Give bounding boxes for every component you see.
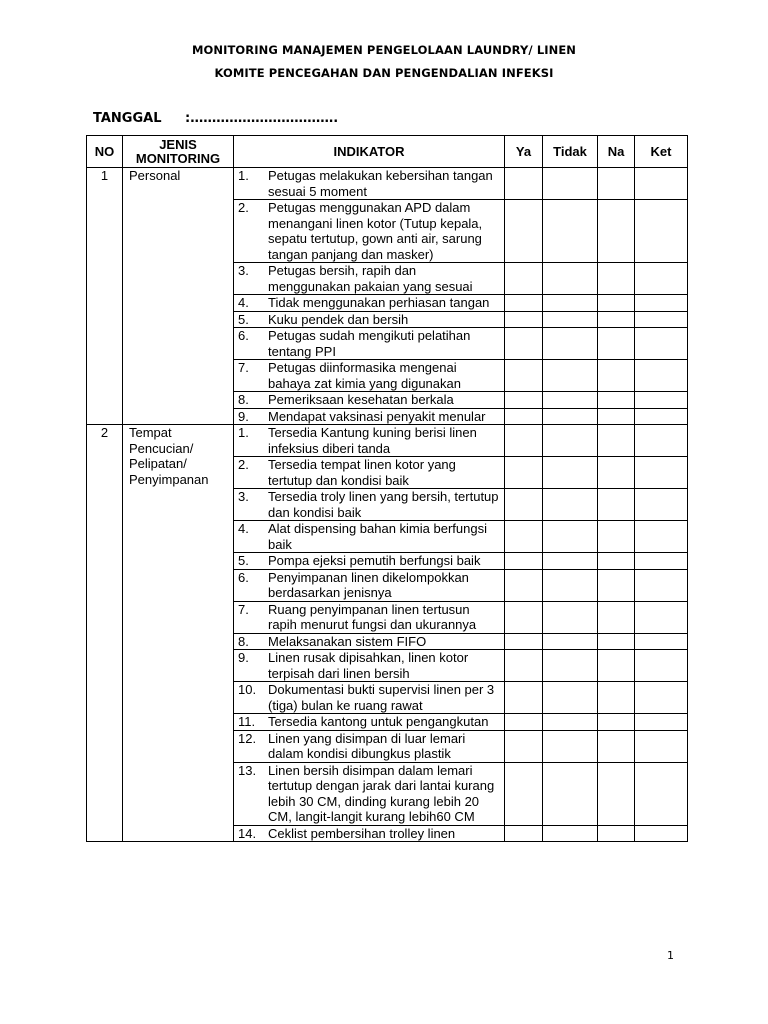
na-cell[interactable] xyxy=(598,168,635,200)
ket-cell[interactable] xyxy=(635,650,688,682)
tidak-cell[interactable] xyxy=(543,650,598,682)
indicator-cell xyxy=(234,168,505,200)
indicator-text: Tersedia kantong untuk pengangkutan xyxy=(268,714,489,729)
ket-cell[interactable] xyxy=(635,762,688,825)
ya-cell[interactable] xyxy=(505,521,543,553)
na-cell[interactable] xyxy=(598,457,635,489)
indicator-number: 1. xyxy=(238,168,249,183)
ket-cell[interactable] xyxy=(635,168,688,200)
indicator-number: 6. xyxy=(238,328,249,343)
indicator-cell xyxy=(234,392,505,409)
header-ket: Ket xyxy=(635,136,688,168)
ket-cell[interactable] xyxy=(635,408,688,425)
na-cell[interactable] xyxy=(598,825,635,842)
table-body xyxy=(87,168,688,842)
indicator-number: 8. xyxy=(238,392,249,407)
ket-cell[interactable] xyxy=(635,457,688,489)
na-cell[interactable] xyxy=(598,762,635,825)
indicator-text: Ruang penyimpanan linen tertusun rapih menurut fungsi dan ukurannya xyxy=(268,601,477,632)
tidak-cell[interactable] xyxy=(543,730,598,762)
na-cell[interactable] xyxy=(598,489,635,521)
indicator-cell xyxy=(234,408,505,425)
ya-cell[interactable] xyxy=(505,682,543,714)
indicator-text: Tidak menggunakan perhiasan tangan xyxy=(268,295,490,310)
ket-cell[interactable] xyxy=(635,328,688,360)
indicator-number: 5. xyxy=(238,553,249,568)
ket-cell[interactable] xyxy=(635,569,688,601)
tidak-cell[interactable] xyxy=(543,682,598,714)
indicator-text: Alat dispensing bahan kimia berfungsi baik xyxy=(268,521,487,552)
indicator-text: Petugas bersih, rapih dan menggunakan pakaian yang sesuai xyxy=(268,263,473,294)
tidak-cell[interactable] xyxy=(543,825,598,842)
indicator-cell xyxy=(234,200,505,263)
indicator-number: 6. xyxy=(238,569,249,585)
tidak-cell[interactable] xyxy=(543,311,598,328)
indicator-cell xyxy=(234,489,505,521)
tidak-cell[interactable] xyxy=(543,521,598,553)
tidak-cell[interactable] xyxy=(543,762,598,825)
ket-cell[interactable] xyxy=(635,360,688,392)
ya-cell[interactable] xyxy=(505,730,543,762)
na-cell[interactable] xyxy=(598,730,635,762)
indicator-text: Kuku pendek dan bersih xyxy=(268,311,409,327)
na-cell[interactable] xyxy=(598,425,635,457)
indicator-number: 4. xyxy=(238,521,249,536)
ket-cell[interactable] xyxy=(635,714,688,731)
section-jenis-monitoring: Personal xyxy=(123,168,234,425)
tidak-cell[interactable] xyxy=(543,328,598,360)
indicator-text: Linen yang disimpan di luar lemari dalam kondisi dibungkus plastik xyxy=(268,730,466,761)
table-row xyxy=(87,168,688,200)
tidak-cell[interactable] xyxy=(543,714,598,731)
indicator-number: 5. xyxy=(238,311,249,327)
indicator-cell xyxy=(234,263,505,295)
header-indikator: INDIKATOR xyxy=(234,136,505,168)
ket-cell[interactable] xyxy=(635,425,688,457)
na-cell[interactable] xyxy=(598,360,635,392)
ya-cell[interactable] xyxy=(505,168,543,200)
na-cell[interactable] xyxy=(598,521,635,553)
indicator-cell xyxy=(234,762,505,825)
indicator-cell xyxy=(234,569,505,601)
indicator-number: 1. xyxy=(238,425,249,440)
header-na: Na xyxy=(598,136,635,168)
indicator-number: 3. xyxy=(238,263,249,278)
indicator-number: 14. xyxy=(238,825,257,841)
tidak-cell[interactable] xyxy=(543,168,598,200)
indicator-number: 7. xyxy=(238,601,249,617)
section-number: 1 xyxy=(87,168,123,425)
table-row xyxy=(87,425,688,457)
ya-cell[interactable] xyxy=(505,714,543,731)
indicator-cell xyxy=(234,457,505,489)
date-field xyxy=(93,111,338,126)
tidak-cell[interactable] xyxy=(543,553,598,570)
tidak-cell[interactable] xyxy=(543,457,598,489)
tidak-cell[interactable] xyxy=(543,392,598,409)
ket-cell[interactable] xyxy=(635,553,688,570)
ket-cell[interactable] xyxy=(635,295,688,312)
indicator-cell xyxy=(234,311,505,328)
na-cell[interactable] xyxy=(598,408,635,425)
ya-cell[interactable] xyxy=(505,408,543,425)
indicator-cell xyxy=(234,633,505,650)
indicator-number: 3. xyxy=(238,489,249,504)
indicator-cell xyxy=(234,328,505,360)
ya-cell[interactable] xyxy=(505,457,543,489)
indicator-text: Petugas menggunakan APD dalam menangani linen kotor (Tutup kepala, sepatu tertutup, gown anti air, sarung tangan panjang dan masker) xyxy=(268,200,483,262)
indicator-text: Petugas sudah mengikuti pelatihan tentang PPI xyxy=(268,328,471,359)
ket-cell[interactable] xyxy=(635,633,688,650)
tidak-cell[interactable] xyxy=(543,408,598,425)
ket-cell[interactable] xyxy=(635,489,688,521)
ket-cell[interactable] xyxy=(635,601,688,633)
ket-cell[interactable] xyxy=(635,825,688,842)
section-number: 2 xyxy=(87,425,123,842)
na-cell[interactable] xyxy=(598,200,635,263)
ya-cell[interactable] xyxy=(505,263,543,295)
indicator-text: Petugas melakukan kebersihan tangan sesuai 5 moment xyxy=(268,168,493,199)
ket-cell[interactable] xyxy=(635,682,688,714)
tidak-cell[interactable] xyxy=(543,360,598,392)
header-tidak: Tidak xyxy=(543,136,598,168)
indicator-cell xyxy=(234,360,505,392)
indicator-cell xyxy=(234,521,505,553)
na-cell[interactable] xyxy=(598,311,635,328)
indicator-text: Melaksanakan sistem FIFO xyxy=(268,633,427,649)
indicator-number: 11. xyxy=(238,714,256,729)
na-cell[interactable] xyxy=(598,392,635,409)
indicator-text: Dokumentasi bukti supervisi linen per 3 (tiga) bulan ke ruang rawat xyxy=(268,682,495,713)
ya-cell[interactable] xyxy=(505,825,543,842)
indicator-cell xyxy=(234,425,505,457)
indicator-text: Tersedia tempat linen kotor yang tertutup dan kondisi baik xyxy=(268,457,456,488)
date-value: :……………………………. xyxy=(185,111,339,126)
tidak-cell[interactable] xyxy=(543,263,598,295)
ya-cell[interactable] xyxy=(505,633,543,650)
indicator-cell xyxy=(234,714,505,731)
indicator-cell xyxy=(234,295,505,312)
indicator-text: Petugas diinformasika mengenai bahaya zat kimia yang digunakan xyxy=(268,360,461,391)
page-number: 1 xyxy=(667,949,674,962)
indicator-text: Pemeriksaan kesehatan berkala xyxy=(268,392,454,407)
section-jenis-monitoring: Tempat Pencucian/ Pelipatan/ Penyimpanan xyxy=(123,425,234,842)
na-cell[interactable] xyxy=(598,295,635,312)
na-cell[interactable] xyxy=(598,714,635,731)
indicator-cell xyxy=(234,650,505,682)
monitoring-table xyxy=(86,135,688,842)
tidak-cell[interactable] xyxy=(543,425,598,457)
indicator-text: Linen bersih disimpan dalam lemari tertutup dengan jarak dari lantai kurang lebih 30 CM, dinding kurang lebih 20 CM, langit-langit kurang lebih60 CM xyxy=(268,762,495,824)
indicator-cell xyxy=(234,601,505,633)
na-cell[interactable] xyxy=(598,601,635,633)
ket-cell[interactable] xyxy=(635,730,688,762)
tidak-cell[interactable] xyxy=(543,633,598,650)
indicator-number: 2. xyxy=(238,457,249,472)
na-cell[interactable] xyxy=(598,553,635,570)
date-label: TANGGAL xyxy=(93,111,162,126)
ket-cell[interactable] xyxy=(635,263,688,295)
na-cell[interactable] xyxy=(598,682,635,714)
header-ya: Ya xyxy=(505,136,543,168)
indicator-cell xyxy=(234,682,505,714)
tidak-cell[interactable] xyxy=(543,295,598,312)
ket-cell[interactable] xyxy=(635,200,688,263)
indicator-number: 7. xyxy=(238,360,249,375)
indicator-text: Tersedia troly linen yang bersih, tertutup dan kondisi baik xyxy=(268,489,499,520)
ya-cell[interactable] xyxy=(505,601,543,633)
ya-cell[interactable] xyxy=(505,311,543,328)
ya-cell[interactable] xyxy=(505,650,543,682)
indicator-text: Pompa ejeksi pemutih berfungsi baik xyxy=(268,553,481,568)
ya-cell[interactable] xyxy=(505,425,543,457)
indicator-text: Linen rusak dipisahkan, linen kotor terpisah dari linen bersih xyxy=(268,650,469,681)
ya-cell[interactable] xyxy=(505,569,543,601)
tidak-cell[interactable] xyxy=(543,569,598,601)
indicator-cell xyxy=(234,825,505,842)
indicator-number: 9. xyxy=(238,408,249,424)
indicator-number: 12. xyxy=(238,730,257,746)
indicator-text: Ceklist pembersihan trolley linen xyxy=(268,825,456,841)
indicator-number: 8. xyxy=(238,633,249,649)
tidak-cell[interactable] xyxy=(543,601,598,633)
ya-cell[interactable] xyxy=(505,392,543,409)
na-cell[interactable] xyxy=(598,650,635,682)
document-title: MONITORING MANAJEMEN PENGELOLAAN LAUNDRY/ LINEN xyxy=(191,43,577,57)
ya-cell[interactable] xyxy=(505,553,543,570)
indicator-text: Tersedia Kantung kuning berisi linen infeksius diberi tanda xyxy=(268,425,477,456)
indicator-number: 9. xyxy=(238,650,249,665)
na-cell[interactable] xyxy=(598,263,635,295)
indicator-number: 10. xyxy=(238,682,257,697)
indicator-number: 2. xyxy=(238,200,249,215)
indicator-text: Mendapat vaksinasi penyakit menular xyxy=(268,408,486,424)
na-cell[interactable] xyxy=(598,328,635,360)
ya-cell[interactable] xyxy=(505,762,543,825)
ya-cell[interactable] xyxy=(505,328,543,360)
ya-cell[interactable] xyxy=(505,489,543,521)
na-cell[interactable] xyxy=(598,569,635,601)
header-jenis-monitoring: JENIS MONITORING xyxy=(123,136,234,168)
indicator-cell xyxy=(234,730,505,762)
ya-cell[interactable] xyxy=(505,200,543,263)
na-cell[interactable] xyxy=(598,633,635,650)
indicator-text: Penyimpanan linen dikelompokkan berdasarkan jenisnya xyxy=(268,569,469,600)
document-subtitle: KOMITE PENCEGAHAN DAN PENGENDALIAN INFEKSI xyxy=(214,66,554,80)
indicator-number: 4. xyxy=(238,295,249,310)
tidak-cell[interactable] xyxy=(543,200,598,263)
indicator-number: 13. xyxy=(238,762,257,778)
header-no: NO xyxy=(87,136,123,168)
tidak-cell[interactable] xyxy=(543,489,598,521)
ket-cell[interactable] xyxy=(635,311,688,328)
ya-cell[interactable] xyxy=(505,360,543,392)
indicator-cell xyxy=(234,553,505,570)
ya-cell[interactable] xyxy=(505,295,543,312)
ket-cell[interactable] xyxy=(635,392,688,409)
ket-cell[interactable] xyxy=(635,521,688,553)
table-header-row xyxy=(87,136,688,168)
